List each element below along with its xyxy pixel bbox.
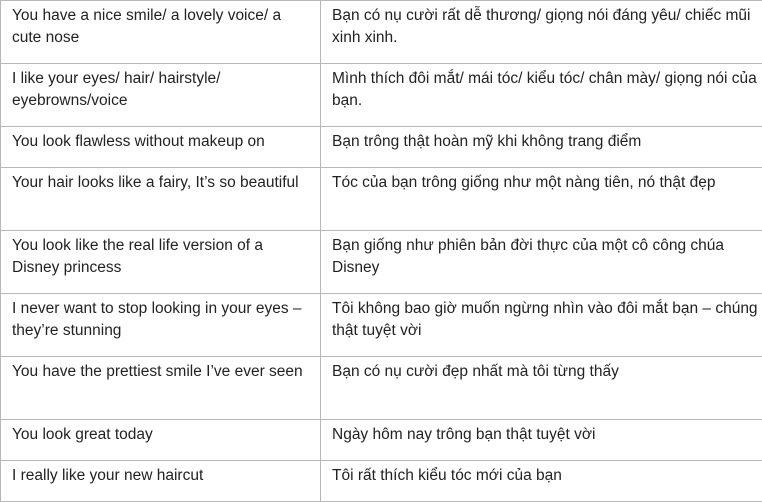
english-cell: You look flawless without makeup on — [1, 127, 321, 168]
vietnamese-cell: Tóc của bạn trông giống như một nàng tiên, nó thật đẹp — [321, 168, 762, 231]
english-cell: I never want to stop looking in your eyes – they’re stunning — [1, 294, 321, 357]
english-cell: You have a nice smile/ a lovely voice/ a cute nose — [1, 1, 321, 64]
vietnamese-cell: Bạn có nụ cười đẹp nhất mà tôi từng thấy — [321, 357, 762, 420]
table-row — [1, 420, 762, 461]
english-cell: You look like the real life version of a Disney princess — [1, 231, 321, 294]
vietnamese-cell: Bạn có nụ cười rất dễ thương/ giọng nói đáng yêu/ chiếc mũi xinh xinh. — [321, 1, 762, 64]
vietnamese-cell: Bạn trông thật hoàn mỹ khi không trang điểm — [321, 127, 762, 168]
table-row — [1, 1, 762, 64]
table-row — [1, 168, 762, 231]
english-cell: I really like your new haircut — [1, 461, 321, 502]
phrase-table-body — [1, 1, 762, 502]
vietnamese-cell: Tôi không bao giờ muốn ngừng nhìn vào đôi mắt bạn – chúng thật tuyệt vời — [321, 294, 762, 357]
english-cell: I like your eyes/ hair/ hairstyle/ eyebrowns/voice — [1, 64, 321, 127]
vietnamese-cell: Ngày hôm nay trông bạn thật tuyệt vời — [321, 420, 762, 461]
table-row — [1, 357, 762, 420]
english-cell: You look great today — [1, 420, 321, 461]
table-row — [1, 294, 762, 357]
vietnamese-cell: Tôi rất thích kiểu tóc mới của bạn — [321, 461, 762, 502]
vietnamese-cell: Bạn giống như phiên bản đời thực của một cô công chúa Disney — [321, 231, 762, 294]
vietnamese-cell: Mình thích đôi mắt/ mái tóc/ kiểu tóc/ chân mày/ giọng nói của bạn. — [321, 64, 762, 127]
table-row — [1, 461, 762, 502]
english-cell: You have the prettiest smile I’ve ever seen — [1, 357, 321, 420]
table-row — [1, 127, 762, 168]
table-row — [1, 231, 762, 294]
table-row — [1, 64, 762, 127]
english-cell: Your hair looks like a fairy, It’s so beautiful — [1, 168, 321, 231]
